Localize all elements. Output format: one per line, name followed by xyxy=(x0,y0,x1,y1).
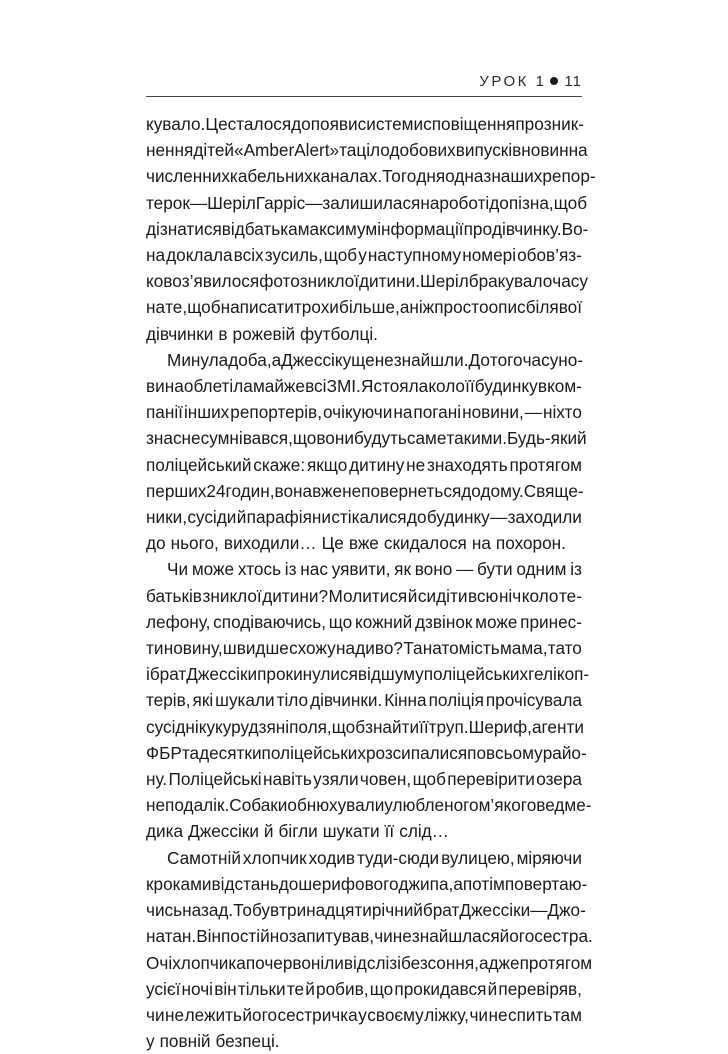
text-line: з нас не сумнівався, що вони будуть саме такими. Будь-який xyxy=(146,428,587,449)
text-line: ну. Поліцейські навіть узяли човен, щоб перевірити озера xyxy=(146,769,582,790)
bullet-separator-icon xyxy=(550,77,558,85)
text-line: ти новину, швидше схожу на диво? Та натомість мама, тато xyxy=(146,638,582,659)
text-line: кроками відстань до шерифового джипа, а потім повертаю- xyxy=(146,873,588,894)
text-line: Самотній хлопчик ходив туди-сюди вулицею, міряючи xyxy=(167,847,582,868)
text-line: натан. Він постійно запитував, чи не знайшлася його сестра. xyxy=(146,926,593,947)
text-line: дівчинки в рожевій футболці. xyxy=(146,323,378,344)
text-line: на доклала всіх зусиль, щоб у наступному номері обов’яз- xyxy=(146,245,582,266)
text-line: чи не лежить його сестричка у своєму ліжку, чи не спить там xyxy=(146,1004,582,1025)
text-line: панії інших репортерів, очікуючи на погані новини, — ніхто xyxy=(146,402,582,423)
paragraph xyxy=(146,111,596,347)
text-line: лефону, сподіваючись, що кожний дзвінок може принес- xyxy=(146,611,582,632)
page-number: 11 xyxy=(564,72,582,90)
paragraph xyxy=(146,347,587,557)
text-line: дика Джессіки й бігли шукати її слід… xyxy=(146,821,449,842)
text-line: вина облетіла майже всі ЗМІ. Я стояла коло її будинку в ком- xyxy=(146,376,582,397)
text-line: сусідні кукурудзяні поля, щоб знайти її труп. Шериф, агенти xyxy=(146,716,584,737)
text-line: дізнатися від батька максимум інформації про дівчинку. Во- xyxy=(146,218,589,239)
text-line: усієї ночі він тільки те й робив, що прокидався й перевіряв, xyxy=(146,978,582,999)
chapter-label: УРОК 1 xyxy=(479,72,547,90)
text-line: батьків зниклої дитини? Молитися й сидіти всю ніч коло те- xyxy=(146,585,582,606)
text-line: терок — Шеріл Гарріс — залишилася на роботі допізна, щоб xyxy=(146,192,588,213)
text-line: Очі хлопчика почервоніли від сліз і безсоння, адже протягом xyxy=(146,952,593,973)
text-line: неподалік. Собаки обнюхували улюбленого м’якого ведме- xyxy=(146,795,592,816)
text-line: Чи може хтось із нас уявити, як воно — бути одним із xyxy=(167,559,582,580)
paragraph xyxy=(146,556,592,844)
text-line: перших 24 годин, вона вже не повернеться додому. Свяще- xyxy=(146,480,584,501)
text-line: кувало. Це сталося до появи системи сповіщення про зник- xyxy=(146,114,584,134)
paragraph xyxy=(146,845,593,1054)
text-line: терів, які шукали тіло дівчинки. Кінна поліція прочісувала xyxy=(146,690,582,711)
text-line: ники, сусіди й парафіяни стікалися до будинку — заходили xyxy=(146,507,582,528)
text-line: ФБР та десятки поліцейських розсипалися по всьому райо- xyxy=(146,742,587,763)
text-line: Минула доба, а Джессіку ще не знайшли. До того часу но- xyxy=(167,349,584,370)
text-line: поліцейський скаже: якщо дитину не знаходять протягом xyxy=(146,454,582,475)
text-line: ково з’явилося фото зниклої дитини. Шеріл бракувало часу xyxy=(146,271,588,292)
header-rule xyxy=(146,96,582,97)
text-line: і брат Джессіки прокинулися від шуму поліцейських гелікоп- xyxy=(146,664,590,685)
text-line: численних кабельних каналах. Того дня одна з наших репор- xyxy=(146,166,596,187)
text-line: нення дітей «Amber Alert» та цілодобових випусків новин на xyxy=(146,140,588,161)
text-line: на те, щоб написати трохи більше, аніж просто опис білявої xyxy=(146,297,582,318)
running-header xyxy=(479,70,582,92)
text-line: чись назад. То був тринадцятирічний брат Джессіки — Джо- xyxy=(146,900,586,921)
body-text xyxy=(146,111,596,1054)
text-line: до нього, виходили… Це вже скидалося на похорон. xyxy=(146,533,566,554)
text-line: у повній безпеці. xyxy=(146,1031,280,1052)
